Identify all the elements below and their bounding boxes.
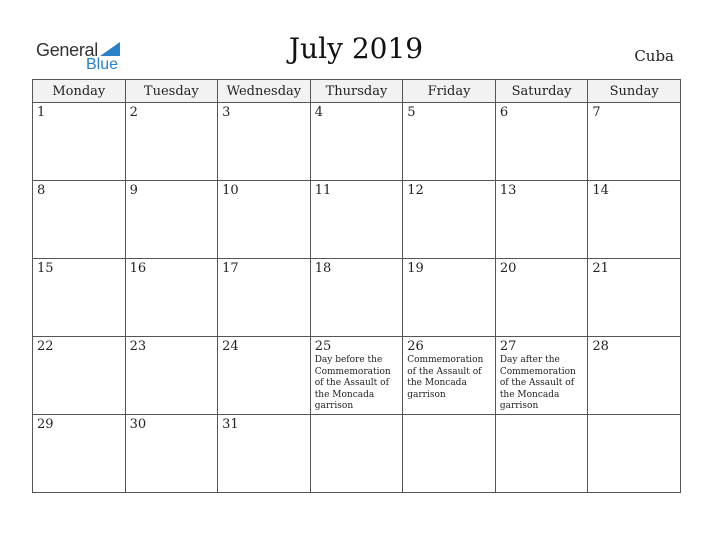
day-cell-content	[33, 181, 125, 258]
day-number: 8	[37, 183, 46, 198]
weekday-header: Tuesday	[125, 80, 218, 103]
day-cell[interactable]	[588, 337, 681, 415]
day-cell[interactable]	[33, 415, 126, 493]
day-cell-content	[126, 103, 218, 180]
day-cell[interactable]	[403, 259, 496, 337]
day-cell[interactable]	[403, 103, 496, 181]
day-number: 3	[222, 105, 231, 120]
day-number: 11	[314, 183, 332, 198]
day-cell-content	[588, 415, 680, 492]
day-cell-content	[496, 259, 588, 336]
day-cell-content	[403, 415, 495, 492]
week-row	[33, 259, 681, 337]
day-cell[interactable]	[218, 259, 311, 337]
holiday-label: Day after the Commemoration of the Assault of the Moncada garrison	[499, 355, 576, 411]
day-cell-content	[588, 103, 680, 180]
day-cell-content	[403, 337, 495, 414]
day-cell[interactable]	[495, 415, 588, 493]
day-number: 28	[592, 339, 609, 354]
day-cell[interactable]	[588, 181, 681, 259]
day-cell[interactable]	[218, 337, 311, 415]
day-cell[interactable]	[495, 259, 588, 337]
day-number: 23	[129, 339, 147, 354]
day-cell[interactable]	[588, 259, 681, 337]
day-cell-content	[126, 337, 218, 414]
day-cell-content	[496, 415, 588, 492]
day-number: 17	[222, 261, 239, 276]
weekday-header: Monday	[33, 80, 126, 103]
weekday-header: Thursday	[310, 80, 403, 103]
day-cell[interactable]	[218, 103, 311, 181]
day-cell[interactable]	[310, 415, 403, 493]
day-cell-content	[403, 259, 495, 336]
holiday-label: Day before the Commemoration of the Assault of the Moncada garrison	[314, 355, 391, 411]
day-cell[interactable]	[495, 181, 588, 259]
brand-blue-text: Blue	[86, 56, 119, 73]
day-cell-content	[126, 181, 218, 258]
day-cell[interactable]	[33, 181, 126, 259]
day-cell-content	[311, 103, 403, 180]
day-cell[interactable]	[310, 181, 403, 259]
day-number: 27	[499, 339, 517, 354]
day-cell-content	[218, 181, 310, 258]
day-number: 14	[592, 183, 609, 198]
day-cell[interactable]	[125, 181, 218, 259]
weekday-header: Friday	[403, 80, 496, 103]
weekday-header: Saturday	[495, 80, 588, 103]
day-cell-content	[311, 415, 403, 492]
day-number: 18	[314, 261, 332, 276]
day-cell[interactable]	[218, 181, 311, 259]
day-cell[interactable]	[33, 259, 126, 337]
day-number: 2	[129, 105, 138, 120]
day-number: 12	[407, 183, 424, 198]
brand-general-text: General	[36, 40, 98, 60]
day-cell[interactable]	[33, 103, 126, 181]
weekday-header: Wednesday	[218, 80, 311, 103]
week-row	[33, 337, 681, 415]
day-number: 9	[129, 183, 138, 198]
day-cell[interactable]	[125, 337, 218, 415]
day-cell-content	[33, 103, 125, 180]
day-cell-content	[588, 337, 680, 414]
day-cell[interactable]	[495, 337, 588, 415]
day-cell-content	[496, 103, 588, 180]
calendar-grid	[32, 79, 681, 493]
day-cell-content	[33, 337, 125, 414]
day-cell-content	[33, 415, 125, 492]
weekday-header: Sunday	[588, 80, 681, 103]
day-cell-content	[218, 103, 310, 180]
week-row	[33, 181, 681, 259]
day-number: 30	[129, 417, 147, 432]
day-cell-content	[588, 259, 680, 336]
day-number: 15	[37, 261, 54, 276]
day-cell[interactable]	[403, 337, 496, 415]
day-cell[interactable]	[310, 337, 403, 415]
day-cell[interactable]	[125, 103, 218, 181]
day-number: 7	[592, 105, 601, 120]
day-cell-content	[218, 415, 310, 492]
day-cell[interactable]	[310, 259, 403, 337]
day-cell[interactable]	[125, 415, 218, 493]
day-number: 20	[499, 261, 517, 276]
day-number: 1	[37, 105, 46, 120]
weekday-header-row	[33, 80, 681, 103]
day-cell[interactable]	[588, 103, 681, 181]
day-number: 26	[407, 339, 424, 354]
day-cell-content	[218, 259, 310, 336]
day-cell-content	[496, 337, 588, 414]
day-cell-content	[496, 181, 588, 258]
day-cell[interactable]	[588, 415, 681, 493]
day-number: 31	[222, 417, 239, 432]
day-cell-content	[33, 259, 125, 336]
day-number: 24	[222, 339, 239, 354]
day-cell-content	[218, 337, 310, 414]
day-number: 29	[37, 417, 54, 432]
day-number: 10	[222, 183, 239, 198]
day-number: 13	[499, 183, 517, 198]
day-cell-content	[311, 181, 403, 258]
week-row	[33, 415, 681, 493]
day-cell-content	[588, 181, 680, 258]
day-cell[interactable]	[218, 415, 311, 493]
day-cell-content	[311, 337, 403, 414]
day-number: 19	[407, 261, 424, 276]
country-label: Cuba	[634, 47, 674, 65]
day-cell-content	[403, 181, 495, 258]
day-cell[interactable]	[125, 259, 218, 337]
holiday-label: Commemoration of the Assault of the Moncada garrison	[407, 355, 484, 400]
day-number: 21	[592, 261, 609, 276]
day-cell[interactable]	[403, 415, 496, 493]
day-cell[interactable]	[310, 103, 403, 181]
day-number: 5	[407, 105, 416, 120]
week-row	[33, 103, 681, 181]
day-number: 4	[314, 105, 323, 120]
day-number: 25	[314, 339, 332, 354]
day-number: 6	[499, 105, 509, 120]
day-number: 22	[37, 339, 54, 354]
day-cell[interactable]	[33, 337, 126, 415]
day-cell-content	[403, 103, 495, 180]
day-cell[interactable]	[495, 103, 588, 181]
day-number: 16	[129, 261, 147, 276]
day-cell-content	[126, 415, 218, 492]
day-cell[interactable]	[403, 181, 496, 259]
day-cell-content	[126, 259, 218, 336]
calendar-title: July 2019	[288, 32, 424, 65]
day-cell-content	[311, 259, 403, 336]
